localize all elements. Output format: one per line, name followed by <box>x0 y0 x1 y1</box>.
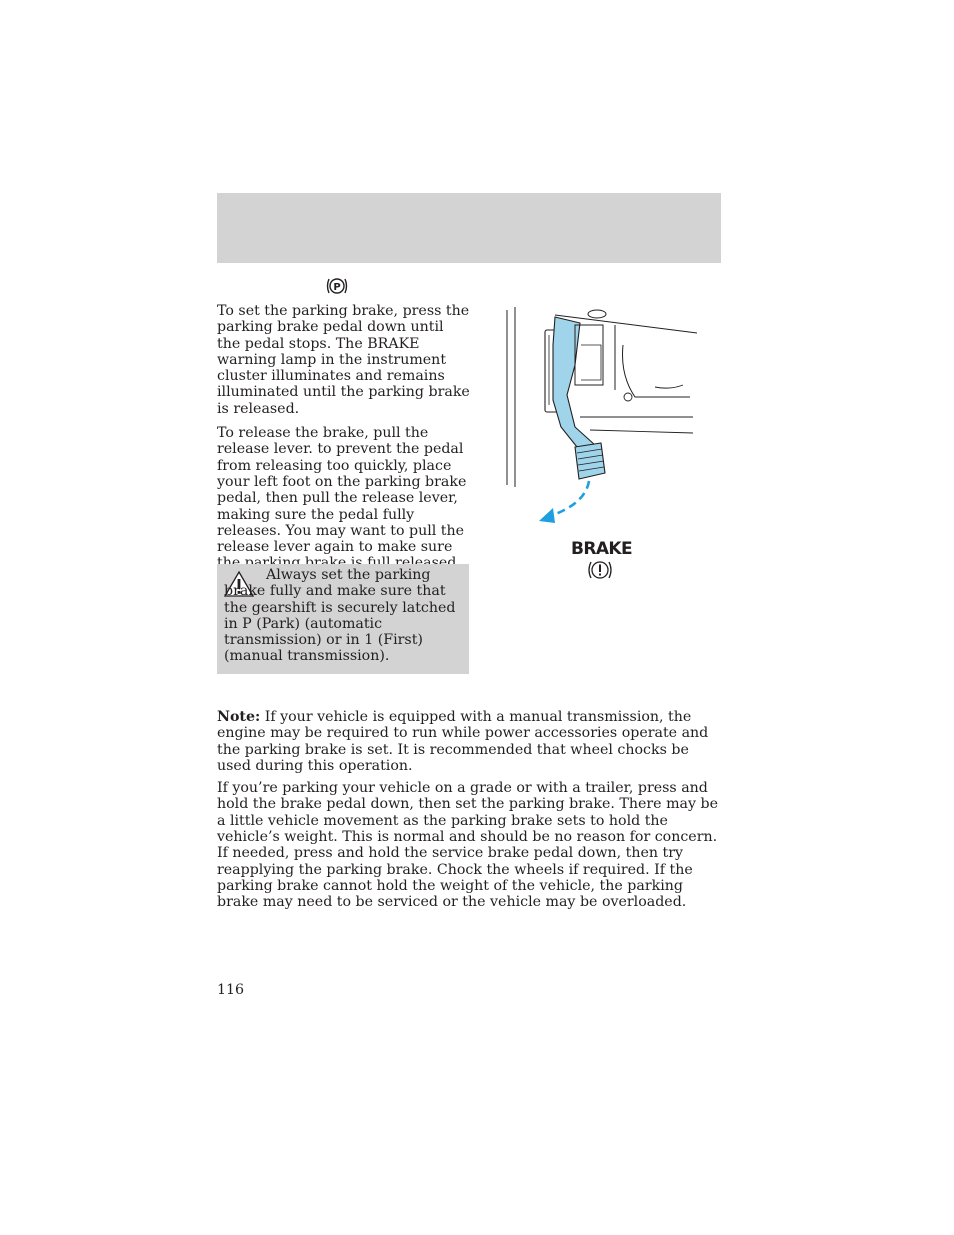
note-text: If your vehicle is equipped with a manual transmission, the engine may be required to run while power accessories operate and the parking brake is set. It is recommended that wheel chocks be used during this operation. <box>217 709 709 774</box>
grade-parking-paragraph: If you’re parking your vehicle on a grade or with a trailer, press and hold the brake pedal down, then set the parking brake. There may be a little vehicle movement as the parking brake sets to hold the vehicle’s weight. This is normal and should be no reason for concern. If needed, press and hold the service brake pedal down, then try reapplying the parking brake. Chock the wheels if required. If the parking brake cannot hold the weight of the vehicle, the parking brake may need to be serviced or the vehicle may be overloaded. <box>217 780 719 911</box>
parking-brake-instructions <box>217 303 471 580</box>
page-number: 116 <box>217 982 245 998</box>
note-paragraph <box>217 709 723 774</box>
note-label: Note: <box>217 709 261 725</box>
release-brake-paragraph: To release the brake, pull the release lever. to prevent the pedal from releasing too quickly, place your left foot on the parking brake pedal, then pull the release lever, making sure the pedal fully releases. You may want to pull the release lever again to make sure <box>217 425 467 556</box>
warning-box <box>217 564 469 674</box>
notes-section <box>217 709 723 917</box>
parking-brake-p-icon <box>325 276 349 296</box>
svg-text:P: P <box>333 282 341 293</box>
section-header-band <box>217 193 721 263</box>
brake-lamp-label: BRAKE <box>571 539 632 559</box>
warning-text: Always set the parking brake fully and make sure that the gearshift is securely latched in P (Park) (automatic transmission) or in 1 (First) (manual transmission). <box>224 567 456 665</box>
warning-text-container <box>224 567 464 665</box>
brake-warning-exclamation-icon <box>586 559 614 581</box>
set-brake-paragraph: To set the parking brake, press the parking brake pedal down until the pedal stops. The BRAKE warning lamp in the instrument cluster illuminates and remains illuminated until the parking brake is released. <box>217 303 470 417</box>
